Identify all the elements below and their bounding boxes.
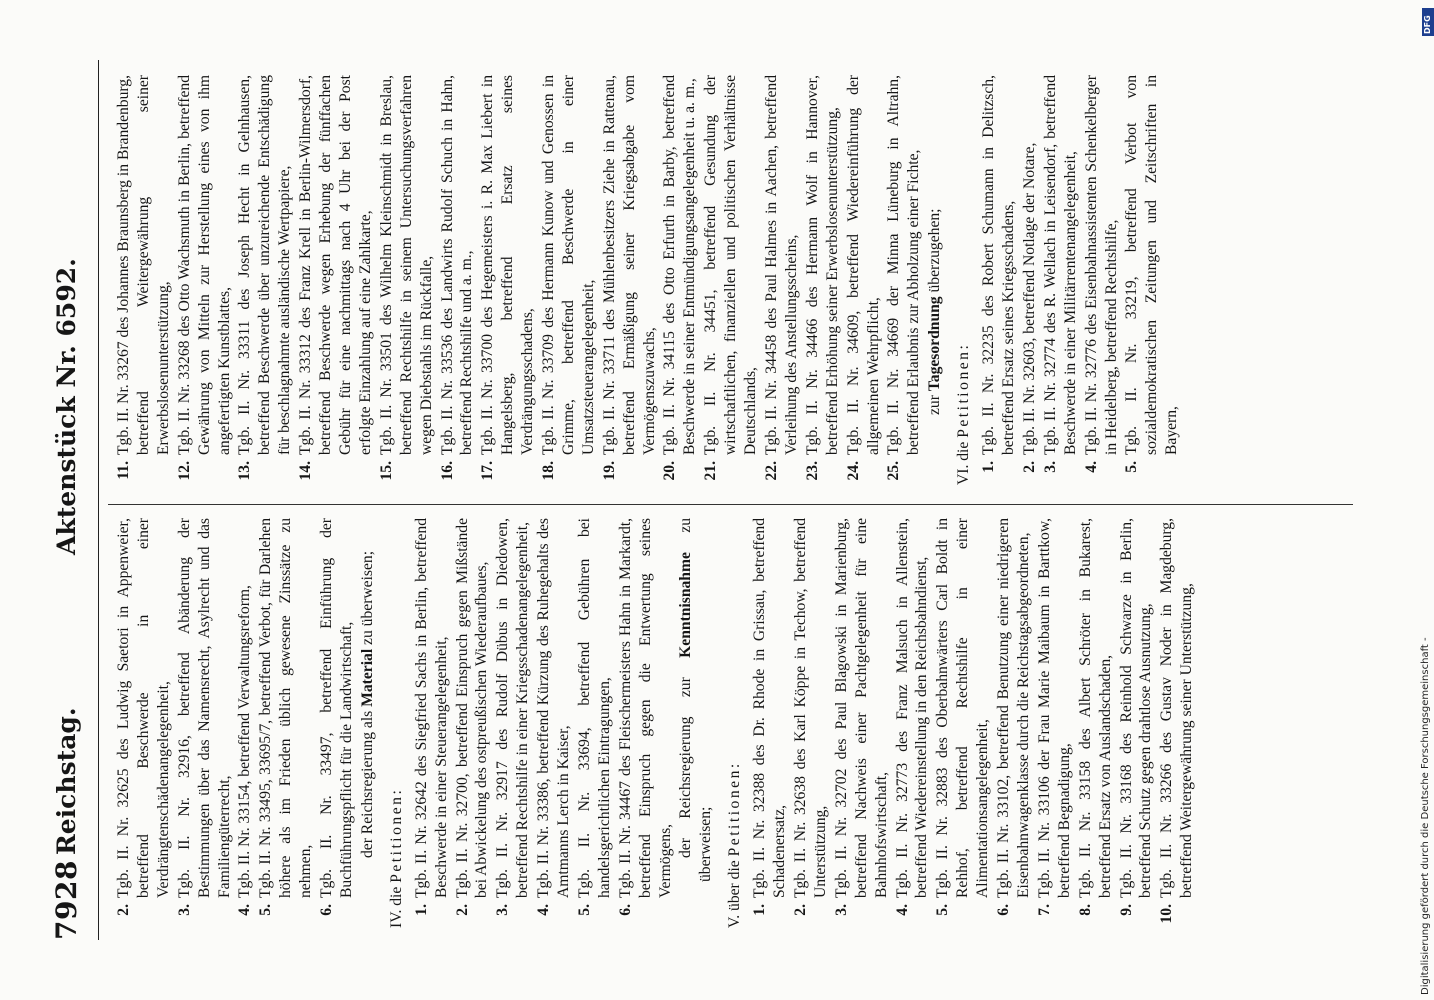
- item-text: Tgb. II. Nr. 32388 des Dr. Rhode in Grissau, betreffend Schadenersatz,: [751, 518, 789, 898]
- item-text: Tgb. II. Nr. 32603, betreffend Notlage der Notare,: [1020, 142, 1038, 455]
- list-item: [884, 75, 924, 485]
- item-number: 12.: [175, 461, 193, 481]
- item-text: Tgb. II. Nr. 33158 des Albert Schröter in Bukarest, betreffend Ersatz von Auslandschaden,: [1076, 518, 1114, 898]
- list-item: [1020, 75, 1040, 485]
- closing-keyword: Material: [358, 648, 376, 707]
- list-item: [791, 518, 831, 928]
- closing-text-post: zu überweisen;: [677, 518, 715, 882]
- item-number: 7.: [1035, 904, 1053, 916]
- section-word: Petitionen:: [955, 342, 973, 438]
- item-text: Tgb. II. Nr. 33312 des Franz Krell in Berlin-Wilmersdorf, betreffend Beschwerde wegen Erhebung der fünffachen Gebühr für eine nachmittags nach 4 Uhr bei der Post erfolgte Einzahlung auf eine Zahlkarte,: [297, 75, 374, 455]
- closing-material: [358, 518, 378, 928]
- item-number: 4.: [535, 904, 553, 916]
- section-label: IV. die: [387, 886, 405, 928]
- item-text: Tgb. II. Nr. 33102, betreffend Benutzung einer niedrigeren Eisenbahnwagenklasse durch die Reichstagsabgeordneten,: [995, 518, 1032, 898]
- page-number: 7928: [50, 860, 83, 940]
- item-text: Tgb. II. Nr. 33536 des Landwirts Rudolf Schuch in Hahn, betreffend Rechtshilfe und a. m.,: [438, 75, 476, 455]
- page-header: [0, 0, 110, 1000]
- item-text: Tgb. II. Nr. 32774 des R. Wellach in Leisendorf, betreffend Beschwerde in einer Militärrentenangelegenheit,: [1041, 75, 1079, 455]
- item-text: Tgb. II. Nr. 32916, betreffend Abänderung der Bestimmungen über das Namensrecht, Asylrecht und das Familiengüterrecht,: [175, 518, 233, 898]
- list-item: [114, 518, 174, 928]
- item-number: 9.: [1117, 904, 1135, 916]
- item-text: Tgb. II. Nr. 34458 des Paul Halmes in Aachen, betreffend Verleihung des Anstellungsscheins,: [763, 75, 800, 455]
- item-number: 5.: [1123, 461, 1141, 473]
- list-item: [493, 518, 533, 928]
- list-item: [256, 518, 316, 928]
- item-number: 3.: [494, 904, 512, 916]
- item-text: Tgb. II. Nr. 33168 des Reinhold Schwarze in Berlin, betreffend Schutz gegen drahtlose Ausnutzung,: [1117, 518, 1155, 898]
- list-item: [377, 75, 437, 485]
- list-item: [235, 75, 295, 485]
- list-item: [175, 518, 235, 928]
- item-text: Tgb. II. Nr. 33709 des Hermann Kunow und Genossen in Grimme, betreffend Beschwerde in einer Umsatzsteuerangelegenheit,: [540, 75, 597, 455]
- item-text: Tgb. II. Nr. 32702 des Paul Blagowski in Marienburg, betreffend Nachweis einer Pachtgelegenheit für eine Bahnhofswirtschaft,: [832, 518, 890, 898]
- list-item: [296, 75, 376, 485]
- item-text: Tgb. II. Nr. 33495, 33695/7, betreffend Verbot, für Darlehen höhere als im Frieden üblich gewesene Zinssätze zu nehmen,: [257, 518, 315, 898]
- item-number: 5.: [575, 904, 593, 916]
- item-number: 15.: [377, 461, 395, 481]
- closing-tagesordnung: [925, 75, 945, 485]
- list-item: [235, 518, 255, 928]
- item-number: 24.: [844, 461, 862, 481]
- list-item: [412, 518, 452, 928]
- item-number: 20.: [661, 461, 679, 481]
- item-text: Tgb. II. Nr. 32642 des Siegfried Sachs in Berlin, betreffend Beschwerde in einer Steuerangelegenheit,: [412, 518, 450, 898]
- item-number: 8.: [1076, 904, 1094, 916]
- item-text: Tgb. II. Nr. 32700, betreffend Einspruch gegen Mißstände bei Abwickelung des ostpreußischen Wiederaufbaues,: [453, 518, 491, 898]
- list-item: [660, 75, 700, 485]
- list-item: [893, 518, 933, 928]
- item-text: Tgb. II. Nr. 34467 des Fleischermeisters Hahn in Markardt, betreffend Einspruch gegen die Entwertung seines Vermögens,: [616, 518, 674, 898]
- item-number: 23.: [803, 461, 821, 481]
- list-item: [1041, 75, 1081, 485]
- item-text: Tgb. II. Nr. 33497, betreffend Einführung der Buchführungspflicht für die Landwirtschaft,: [318, 518, 355, 898]
- item-number: 25.: [885, 461, 903, 481]
- item-text: Tgb. II. Nr. 34609, betreffend Wiedereinführung der allgemeinen Wehrpflicht,: [844, 75, 882, 455]
- list-item: [844, 75, 884, 485]
- item-text: Tgb. II. Nr. 32883 des Oberbahnwärters Carl Boldt in Rehhof, betreffend Rechtshilfe in einer Alimentationsangelegenheit,: [934, 518, 992, 898]
- list-item: [539, 75, 599, 485]
- item-number: 3.: [832, 904, 850, 916]
- right-column: [114, 75, 1183, 485]
- column-divider: [108, 504, 1353, 505]
- header-title-right: Aktenstück Nr. 6592.: [52, 258, 81, 555]
- section-word: Petitionen:: [387, 787, 405, 883]
- item-number: 1.: [751, 904, 769, 916]
- list-item: [979, 75, 1019, 485]
- list-item: [994, 518, 1034, 928]
- section-heading-iv: [387, 518, 407, 928]
- item-number: 6.: [318, 904, 336, 916]
- list-item: [1117, 518, 1157, 928]
- list-item: [803, 75, 843, 485]
- item-number: 2.: [1020, 461, 1038, 473]
- list-item: [453, 518, 493, 928]
- item-text: Tgb. II. Nr. 34115 des Otto Erfurth in Barby, betreffend Beschwerde in seiner Entmündigungsangelegenheit u. a. m.,: [661, 75, 699, 455]
- item-text: Tgb. II. Nr. 32235 des Robert Schumann in Delitzsch, betreffend Ersatz seines Kriegsschadens,: [980, 75, 1017, 455]
- section-label: V. über die: [726, 860, 744, 928]
- item-text: Tgb. II. Nr. 32638 des Karl Köppe in Techow, betreffend Unterstützung,: [792, 518, 829, 898]
- item-number: 6.: [995, 904, 1013, 916]
- list-item: [933, 518, 993, 928]
- list-item: [1157, 518, 1197, 928]
- item-number: 1.: [980, 461, 998, 473]
- item-text: Tgb. II. Nr. 34466 des Hermann Wolf in Hannover, betreffend Erhöhung seiner Erwerbslosenunterstützung,: [803, 75, 841, 455]
- list-item: [1082, 75, 1122, 485]
- list-item: [1076, 518, 1116, 928]
- item-number: 14.: [297, 461, 315, 481]
- item-text: Tgb. II. Nr. 33106 der Frau Marie Maibaum in Barttkow, betreffend Begnadigung,: [1035, 518, 1073, 898]
- item-text: Tgb. II. Nr. 34669 der Minna Lüneburg in Altrahn, betreffend Erlaubnis zur Abholzung einer Fichte,: [885, 75, 923, 455]
- header-title-left: Reichstag.: [52, 707, 81, 855]
- right-top-list: [114, 75, 924, 485]
- list-item: [1035, 518, 1075, 928]
- item-text: Tgb. II. Nr. 33700 des Hegemeisters i. R. Max Liebert in Hangelsberg, betreffend Ersatz seines Verdrängungsschadens,: [479, 75, 537, 455]
- item-text: Tgb. II. Nr. 33219, betreffend Verbot von sozialdemokratischen Zeitungen und Zeitschriften in Bayern,: [1123, 75, 1181, 455]
- header-rule: [98, 60, 99, 940]
- item-text: Tgb. II. Nr. 32917 des Rudolf Dübus in Diedowen, betreffend Rechtshilfe in einer Kriegsschadenangelegenheit,: [494, 518, 532, 898]
- section-vi-list: [979, 75, 1182, 485]
- list-item: [575, 518, 615, 928]
- dfg-logo-text: DFG: [1423, 15, 1432, 34]
- item-number: 22.: [763, 461, 780, 481]
- section-iv-list: [412, 518, 676, 928]
- closing-text-post: zu überweisen;: [358, 550, 376, 645]
- item-number: 19.: [600, 461, 618, 481]
- closing-kenntnisnahme: [676, 518, 716, 928]
- dfg-logo: [1422, 8, 1434, 36]
- item-text: Tgb. II. Nr. 32625 des Ludwig Saetori in Appenweier, betreffend Beschwerde in einer Verdrängtenschädenangelegenheit,: [115, 518, 172, 898]
- item-text: Tgb. II. Nr. 32773 des Franz Malsuch in Allenstein, betreffend Wiedereinstellung in den Reichsbahndienst,: [893, 518, 931, 898]
- closing-text-pre: der Reichsregierung als: [358, 710, 376, 858]
- item-number: 5.: [257, 904, 275, 916]
- item-text: Tgb. II. Nr. 33501 des Wilhelm Kleinschmidt in Breslau, betreffend Rechtshilfe in seinem Untersuchungsverfahren wegen Diebstahls im Rückfalle,: [377, 75, 435, 455]
- item-number: 2.: [115, 904, 132, 916]
- item-number: 4.: [1082, 461, 1100, 473]
- section-heading-vi: [954, 75, 974, 485]
- list-item: [534, 518, 574, 928]
- item-number: 2.: [792, 904, 809, 916]
- list-item: [317, 518, 357, 928]
- section-v-list: [750, 518, 1197, 928]
- item-text: Tgb. II. Nr. 33266 des Gustav Noder in Magdeburg, betreffend Weitergewährung seiner Unterstützung,: [1158, 518, 1196, 898]
- list-item: [832, 518, 892, 928]
- item-number: 21.: [702, 461, 720, 481]
- section-label: VI. die: [955, 441, 973, 485]
- item-text: Tgb. II. Nr. 33386, betreffend Kürzung des Ruhegehalts des Amtmanns Lerch in Kaiser,: [535, 518, 573, 898]
- list-item: [175, 75, 235, 485]
- section-heading-v: [725, 518, 745, 928]
- list-item: [438, 75, 478, 485]
- list-item: [616, 518, 676, 928]
- list-item: [762, 75, 802, 485]
- item-number: 5.: [934, 904, 952, 916]
- item-number: 17.: [479, 461, 497, 481]
- item-text: Tgb. II. Nr. 33694, betreffend Gebühren bei handelsgerichtlichen Eintragungen,: [575, 518, 613, 898]
- item-number: 11.: [115, 461, 132, 480]
- list-item: [701, 75, 761, 485]
- item-number: 1.: [412, 904, 430, 916]
- item-number: 6.: [616, 904, 634, 916]
- list-item: [600, 75, 660, 485]
- item-number: 16.: [438, 461, 456, 481]
- list-item: [478, 75, 538, 485]
- closing-text-pre: zur: [926, 395, 944, 415]
- closing-keyword: Tagesordnung: [926, 296, 944, 392]
- closing-text-post: überzugehen;: [926, 208, 944, 293]
- section-word: Petitionen:: [726, 761, 744, 857]
- left-column: [114, 518, 1198, 928]
- item-number: 3.: [1041, 461, 1059, 473]
- closing-keyword: Kenntnisnahme: [677, 552, 695, 658]
- item-text: Tgb. II. Nr. 33154, betreffend Verwaltungsreform,: [236, 585, 254, 898]
- item-number: 10.: [1158, 904, 1176, 924]
- item-number: 4.: [236, 904, 254, 916]
- left-top-list: [114, 518, 357, 928]
- item-text: Tgb. II. Nr. 33268 des Otto Wachsmuth in Berlin, betreffend Gewährung von Mitteln zur Herstellung eines von ihm angefertigten Kunstblattes,: [175, 75, 233, 455]
- item-text: Tgb. II. Nr. 33267 des Johannes Braunsberg in Brandenburg, betreffend Weitergewährung seiner Erwerbslosenunterstützung,: [115, 75, 172, 455]
- digitization-note: Digitalisierung gefördert durch die Deutsche Forschungsgemeinschaft -: [1420, 637, 1431, 995]
- item-text: Tgb. II. Nr. 32776 des Eisenbahnassistenten Schenkelberger in Heidelberg, betreffend Rechtshilfe,: [1082, 75, 1120, 455]
- item-number: 4.: [893, 904, 911, 916]
- item-number: 2.: [453, 904, 471, 916]
- item-number: 13.: [236, 461, 254, 481]
- item-text: Tgb. II. Nr. 34451, betreffend Gesundung der wirtschaftlichen, finanziellen und politischen Verhältnisse Deutschlands,: [702, 75, 760, 455]
- item-number: 3.: [175, 904, 193, 916]
- closing-text-pre: der Reichsregierung zur: [677, 677, 695, 858]
- item-number: 18.: [540, 461, 558, 481]
- item-text: Tgb. II. Nr. 33311 des Joseph Hecht in Gelnhausen, betreffend Beschwerde über unzureichende Entschädigung für beschlagnahmte ausländische Wertpapiere,: [236, 75, 294, 455]
- item-text: Tgb. II. Nr. 33711 des Mühlenbesitzers Ziehe in Rattenau, betreffend Ermäßigung seiner Kriegsabgabe vom Vermögenszuwachs,: [600, 75, 658, 455]
- list-item: [114, 75, 174, 485]
- list-item: [1122, 75, 1182, 485]
- list-item: [750, 518, 790, 928]
